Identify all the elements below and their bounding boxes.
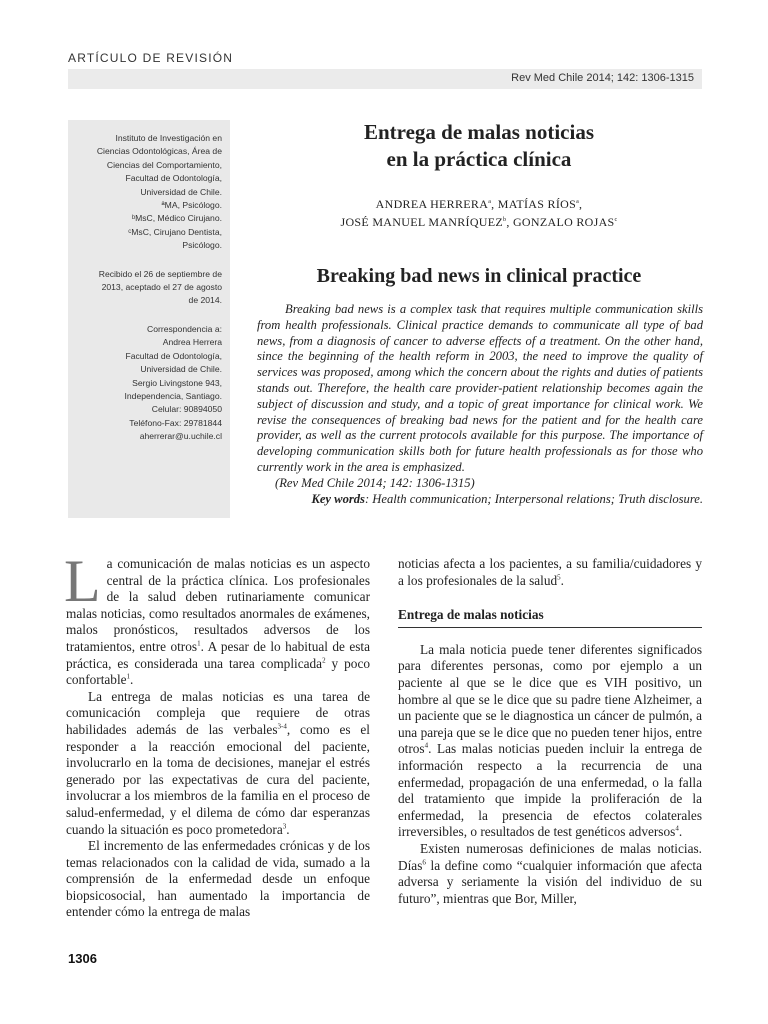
correspondence-line: Teléfono-Fax: 29781844: [129, 417, 222, 428]
author-line-2: JOSÉ MANUEL MANRÍQUEZ$^b$, GONZALO ROJAS$^c$: [340, 215, 618, 229]
correspondence-block: [76, 323, 222, 444]
correspondence-line: Independencia, Santiago.: [124, 390, 222, 401]
author-line-1: ANDREA HERRERA$^a$, MATÍAS RÍOS$^a$,: [375, 197, 583, 211]
drop-cap: L: [64, 548, 101, 614]
citation-ref: 6: [422, 858, 426, 867]
section-heading: Entrega de malas noticias: [398, 607, 702, 628]
citation-ref: 4: [675, 824, 679, 833]
citation-ref: 5: [557, 573, 561, 582]
section-label: ARTÍCULO DE REVISIÓN: [68, 51, 234, 65]
author-name: ANDREA HERRERA: [375, 197, 489, 211]
affiliation-line: Facultad de Odontología,: [125, 173, 222, 184]
body-column-right: [398, 556, 702, 907]
correspondence-line: aherrerar@u.uchile.cl: [139, 431, 222, 442]
author-affiliation-mark: b: [503, 217, 507, 223]
affiliation-line: Instituto de Investigación en: [115, 133, 222, 143]
citation-ref: 3-4: [277, 722, 287, 731]
received-line: 2013, aceptado el 27 de agosto: [101, 282, 222, 293]
citation-ref: 2: [322, 656, 326, 665]
keywords-list: : Health communication; Interpersonal relations; Truth disclosure.: [364, 491, 703, 506]
body-paragraph: El incremento de las enfermedades crónicas y de los temas relacionados con la calidad de vida, sumado a la comprensión de la enfermedad desde un enfoque biopsicosocial, han aumentado la importancia de entender cómo la entrega de malas: [66, 838, 370, 920]
journal-header-bar: [68, 69, 702, 89]
citation-ref: 1: [197, 639, 201, 648]
received-dates-block: [76, 268, 222, 308]
abstract-citation: (Rev Med Chile 2014; 142: 1306-1315): [275, 475, 475, 490]
author-affiliation-mark: c: [614, 217, 618, 223]
affiliation-line: Ciencias Odontológicas, Área de: [96, 146, 222, 157]
keywords: [257, 492, 703, 508]
author-name: MATÍAS RÍOS: [497, 197, 577, 211]
correspondence-line: Correspondencia a:: [146, 323, 222, 334]
sidebar-affiliations: [68, 120, 230, 518]
affiliation-line: Psicólogo.: [182, 240, 222, 251]
author-affiliation-mark: a: [576, 199, 580, 205]
affiliation-line: ᶜMsC, Cirujano Dentista,: [128, 226, 222, 237]
correspondence-line: Facultad de Odontología,: [125, 350, 222, 361]
body-paragraph: La mala noticia puede tener diferentes significados para diferentes personas, como por ejemplo a un paciente al que se le dice que es VIH positivo, un hombre al que se le dice que su padre tiene Alzheimer, a un paciente que se le diagnostica un cáncer de pulmón, a una pareja que se le dice que no pueden tener hijos, entre otros$^4$. Las malas noticias pueden incluir la entrega de información respecto a la recurrencia de una enfermedad, propagación de una enfermedad, o la falla del tratamiento que impide la proliferación de la enfermedad, la presencia de efectos colaterales irreversibles, o resultados de test genéticos adversos$^4$.: [398, 641, 702, 840]
author-affiliation-mark: a: [488, 199, 492, 205]
citation-ref: 1: [126, 672, 131, 681]
received-line: de 2014.: [188, 295, 222, 306]
affiliation-line: Ciencias del Comportamiento,: [106, 159, 222, 170]
abstract: [257, 302, 703, 507]
title-line-2: en la práctica clínica: [386, 147, 572, 171]
body-paragraph: Existen numerosas definiciones de malas noticias. Días$^6$ la define como “cualquier información que afecta adversa y seriamente la visión del individuo de su futuro”, mientras que Bor, Miller,: [398, 840, 702, 906]
correspondence-line: Andrea Herrera: [162, 337, 222, 348]
author-list: [240, 194, 718, 230]
affiliation-line: ªMA, Psicólogo.: [161, 200, 222, 211]
author-name: JOSÉ MANUEL MANRÍQUEZ: [340, 215, 504, 229]
affiliation-line: ᵇMsC, Médico Cirujano.: [131, 213, 222, 224]
affiliation-line: Universidad de Chile.: [140, 186, 222, 197]
journal-reference: Rev Med Chile 2014; 142: 1306-1315: [511, 72, 694, 84]
article-title: [240, 119, 718, 173]
title-line-1: Entrega de malas noticias: [363, 120, 595, 144]
affiliation-block: [76, 132, 222, 253]
body-column-left: [64, 548, 371, 921]
received-line: Recibido el 26 de septiembre de: [98, 268, 222, 279]
correspondence-line: Sergio Livingstone 943,: [132, 377, 222, 388]
author-name: GONZALO ROJAS: [512, 215, 615, 229]
body-paragraph: La entrega de malas noticias es una tarea de comunicación compleja que requiere de otras habilidades además de las verbales$^{3-4}$, como es el responder a la reacción emocional del paciente, involucrarlo en la toma de decisiones, manejar el estrés generado por las expectativas de cura del paciente, involucrar a los miembros de la familia en el proceso de salud-enfermedad, y el dilema de cómo dar esperanzas cuando la situación es poco prometedora$^3$.: [66, 688, 370, 837]
english-title: Breaking bad news in clinical practice: [316, 265, 642, 287]
page-number: 1306: [68, 951, 97, 966]
correspondence-line: Universidad de Chile.: [140, 364, 222, 375]
citation-ref: 4: [424, 741, 429, 750]
body-paragraph: noticias afecta a los pacientes, a su familia/cuidadores y a los profesionales de la salud$^5$.: [398, 556, 702, 588]
correspondence-line: Celular: 90894050: [151, 404, 222, 415]
citation-ref: 3: [282, 822, 287, 831]
keywords-label: Key words: [311, 491, 365, 506]
abstract-text: Breaking bad news is a complex task that requires multiple communication skills from health professionals. Clinical practice demands to communicate all type of bad news, from a diagnosis of cancer to adverse effects of a treatment. On the other hand, since the beginning of the health reform in 2003, the need to improve the quality of services was proposed, among which the concern about the rights and duties of patients stands out. Therefore, the health care provider-patient relationship becomes again the subject of discussion and study, and a topic of great importance for clinical work. We revise the consequences of breaking bad news for the patient and for the health care provider, as well as the current protocols available for this purpose. The importance of developing communication skills both for future health professionals as for those who currently work in the area is emphasized.: [257, 302, 703, 474]
body-paragraph: La comunicación de malas noticias es un aspecto central de la práctica clínica. Los profesionales de la salud deben rutinariamente comunicar malas noticias, como resultados anormales de exámenes, malos pronósticos, resultados adversos de los tratamientos, entre otros$^1$. A pesar de lo habitual de esta práctica, es considerada una tarea complicada$^2$ y poco confortable$^1$.: [64, 548, 371, 688]
